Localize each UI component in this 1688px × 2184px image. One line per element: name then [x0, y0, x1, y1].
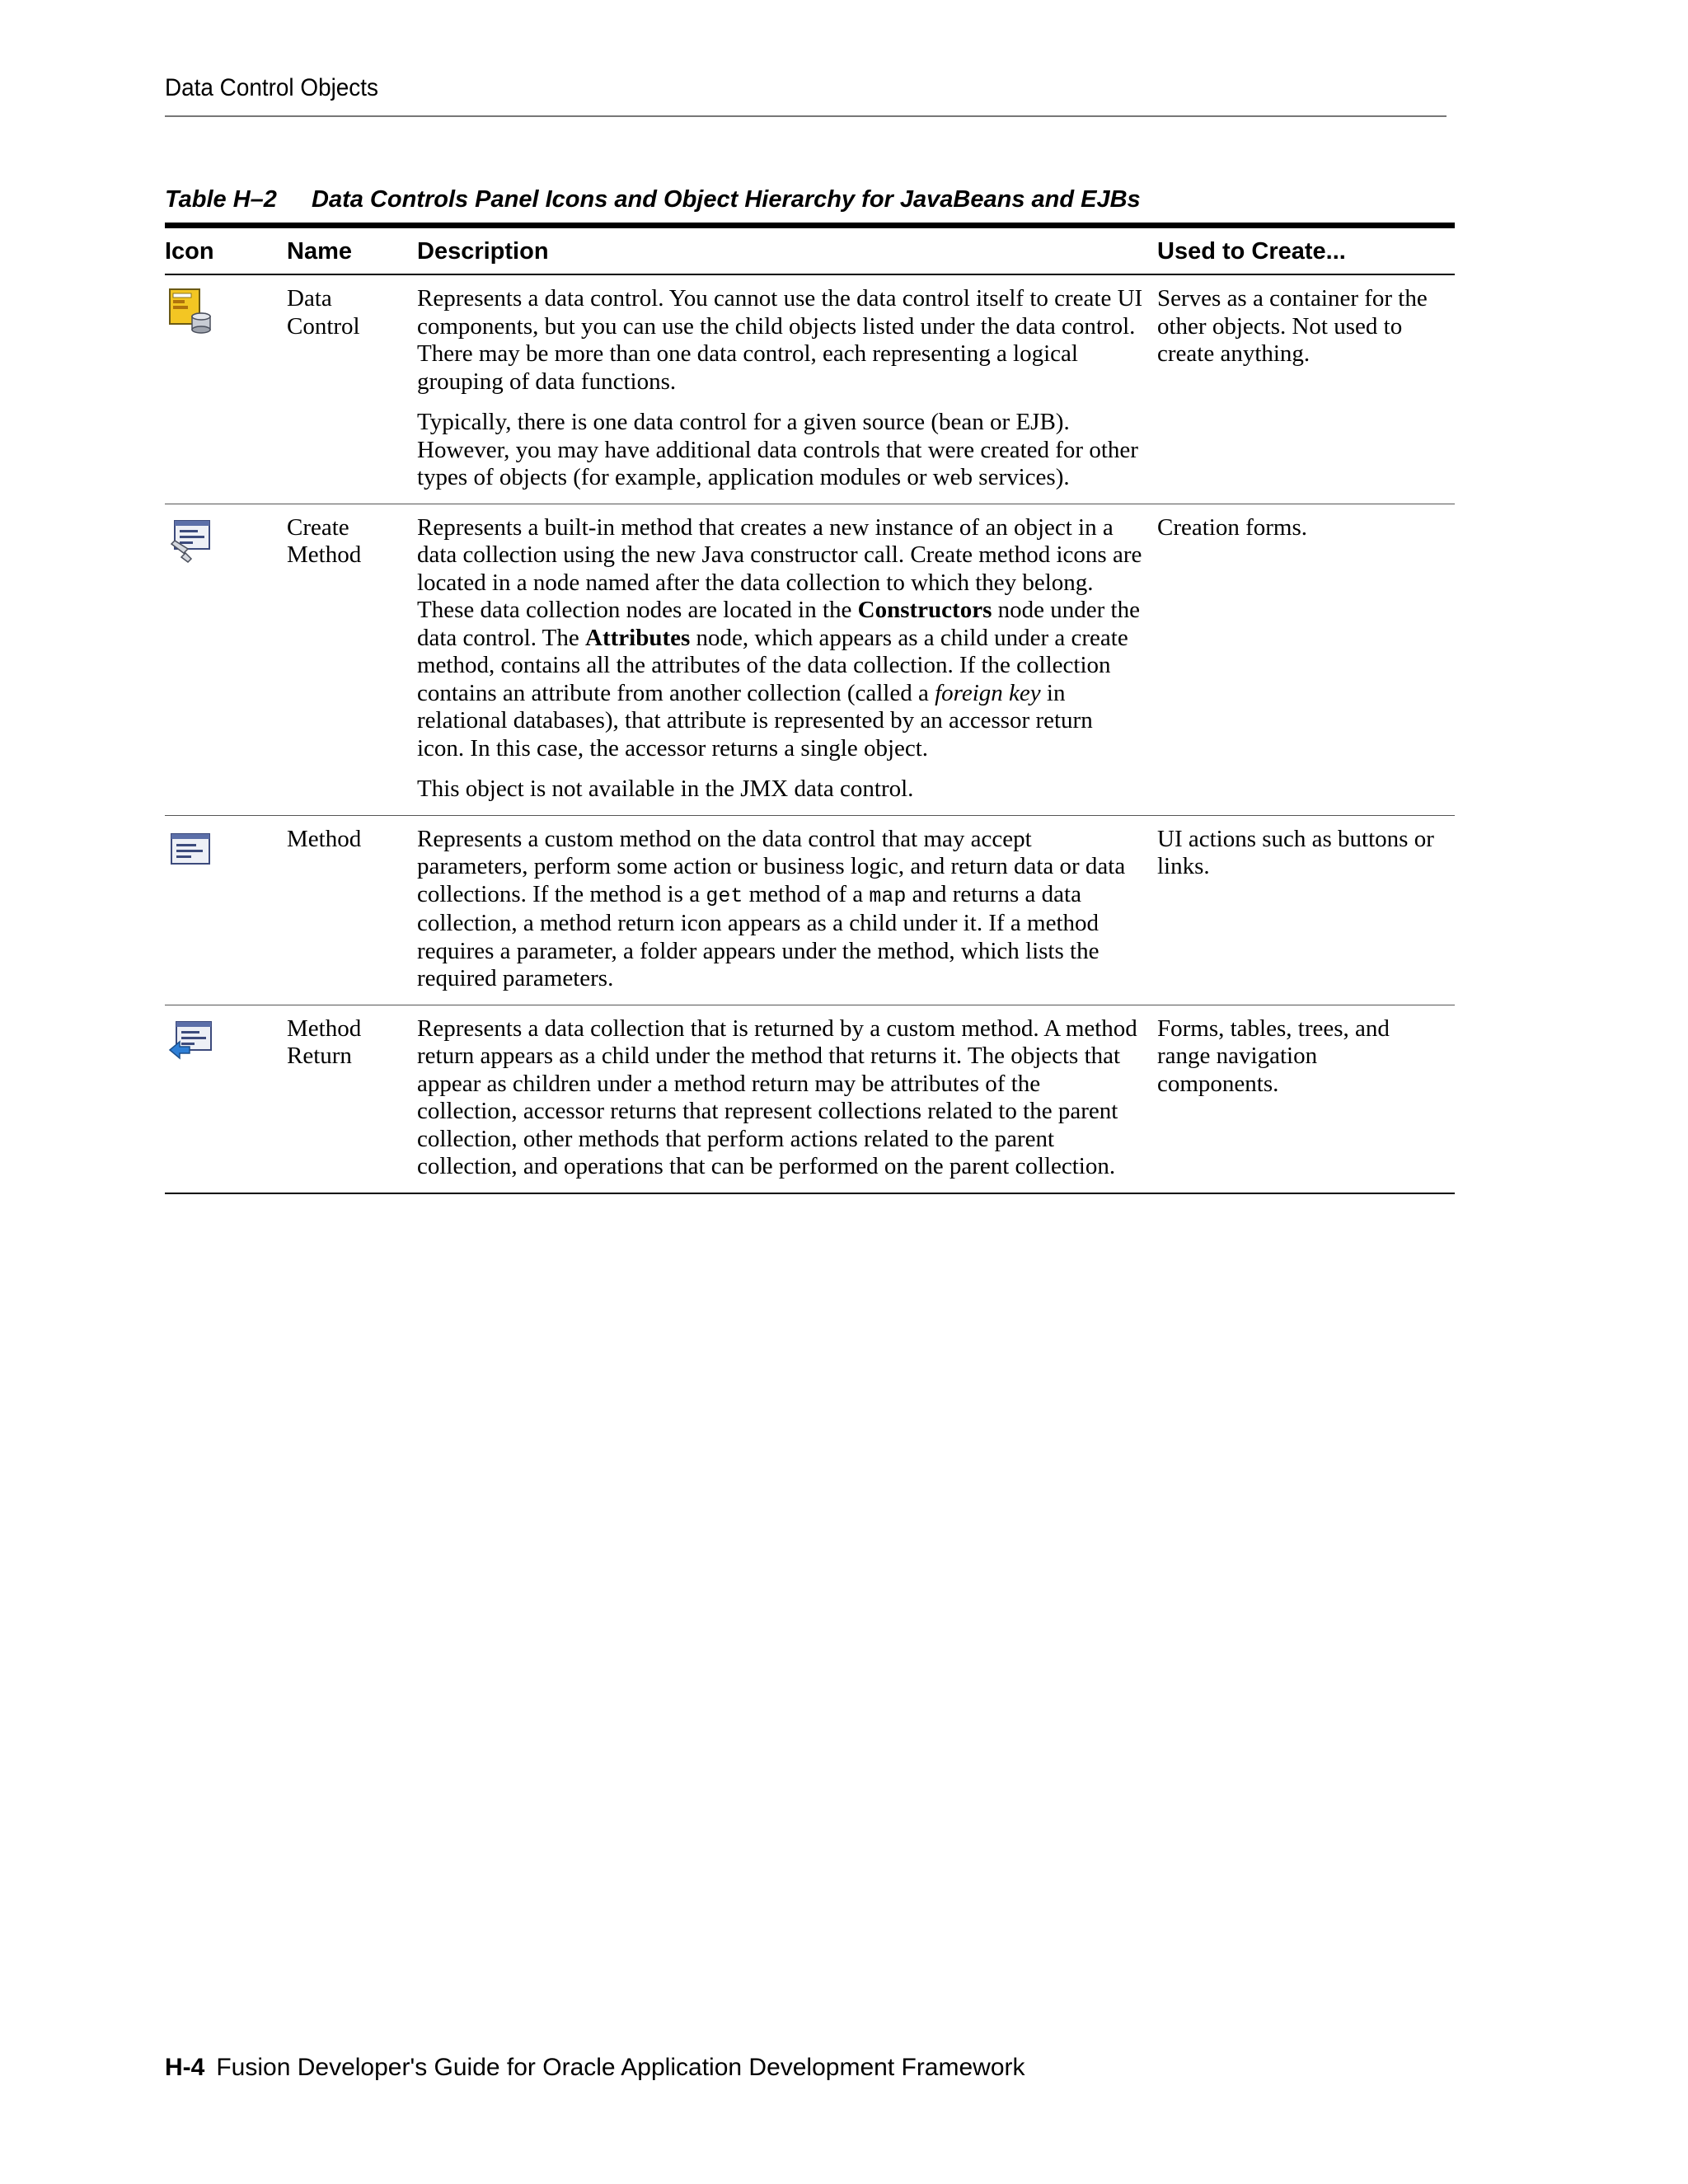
description-cell [417, 1005, 1157, 1193]
column-header-name: Name [287, 226, 417, 275]
running-header: Data Control Objects [165, 74, 378, 101]
method-icon [166, 827, 287, 877]
map-code-term: map [869, 883, 907, 908]
used-to-create-cell: Serves as a container for the other objects. Not used to create anything. [1157, 274, 1455, 504]
data-controls-table-wrapper [165, 223, 1455, 1194]
description-paragraph: Represents a data collection that is returned by a custom method. A method return appears as a child under the method that returns it. The objects that appear as children under a method return may be attributes of the collection, accessor returns that represent collections related to the parent collection, other methods that perform actions related to the parent collection, and operations that can be performed on the parent collection. [417, 1015, 1137, 1179]
data-control-icon [166, 287, 287, 336]
foreign-key-term: foreign key [935, 679, 1041, 706]
get-code-term: get [706, 883, 743, 908]
header-divider [165, 115, 1447, 117]
page-number: H-4 [165, 2054, 205, 2081]
column-header-icon: Icon [165, 226, 287, 275]
icon-cell [165, 274, 287, 504]
table-caption-title: Data Controls Panel Icons and Object Hierarchy for JavaBeans and EJBs [312, 186, 1141, 213]
row-name-line: Method [287, 1015, 362, 1042]
table-row [165, 1005, 1455, 1193]
description-paragraph: Represents a built-in method that creates a new instance of an object in a data collection using the new Java constructor call. Create method icons are located in a node named after the data collection to which they belong. These data collection nodes are located in the Constructors node under the data control. The Attributes node, which appears as a child under a create method, contains all the attributes of the data collection. If the collection contains an attribute from another collection (called a foreign key in relational databases), that attribute is represented by an accessor return icon. In this case, the accessor returns a single object. [417, 513, 1142, 762]
table-caption [165, 186, 1141, 213]
table-row [165, 815, 1455, 1005]
name-cell [287, 504, 417, 815]
description-cell [417, 504, 1157, 815]
page-footer [165, 2054, 1025, 2082]
description-paragraph: Represents a data control. You cannot use the data control itself to create UI components, but you can use the child objects listed under the data control. There may be more than one data control, each representing a logical grouping of data functions. [417, 285, 1143, 395]
method-return-icon [166, 1017, 287, 1066]
data-controls-table [165, 223, 1455, 1194]
row-name-line: Return [287, 1043, 352, 1069]
icon-cell [165, 1005, 287, 1193]
table-row [165, 274, 1455, 504]
description-cell [417, 815, 1157, 1005]
icon-cell [165, 504, 287, 815]
description-paragraph: This object is not available in the JMX data control. [417, 776, 914, 802]
row-name-line: Control [287, 312, 360, 340]
row-name-line: Method [287, 825, 362, 852]
description-paragraph: Represents a custom method on the data control that may accept parameters, perform some action or business logic, and return data or data collections. If the method is a get method of a map and returns a data collection, a method return icon appears as a child under it. If a method requires a parameter, a folder appears under the method, which lists the required parameters. [417, 825, 1126, 991]
used-to-create-cell: Creation forms. [1157, 504, 1455, 815]
table-header-row [165, 226, 1455, 275]
column-header-used-to-create: Used to Create... [1157, 226, 1455, 275]
description-cell [417, 274, 1157, 504]
table-caption-label: Table H–2 [165, 186, 277, 213]
row-name-line: Create [287, 513, 349, 541]
book-title: Fusion Developer's Guide for Oracle Application Development Framework [216, 2054, 1025, 2081]
column-header-description: Description [417, 226, 1157, 275]
icon-cell [165, 815, 287, 1005]
table-row [165, 504, 1455, 815]
name-cell [287, 274, 417, 504]
row-name-line: Method [287, 541, 362, 568]
name-cell [287, 815, 417, 1005]
create-method-icon [166, 516, 287, 565]
name-cell [287, 1005, 417, 1193]
attributes-term: Attributes [585, 624, 691, 651]
description-paragraph: Typically, there is one data control for a given source (bean or EJB). However, you may have additional data controls that were created for other types of objects (for example, application modules or web services). [417, 409, 1138, 490]
used-to-create-cell: Forms, tables, trees, and range navigation components. [1157, 1015, 1390, 1097]
used-to-create-cell: UI actions such as buttons or links. [1157, 815, 1455, 1005]
constructors-term: Constructors [857, 597, 992, 623]
row-name-line: Data [287, 285, 332, 312]
